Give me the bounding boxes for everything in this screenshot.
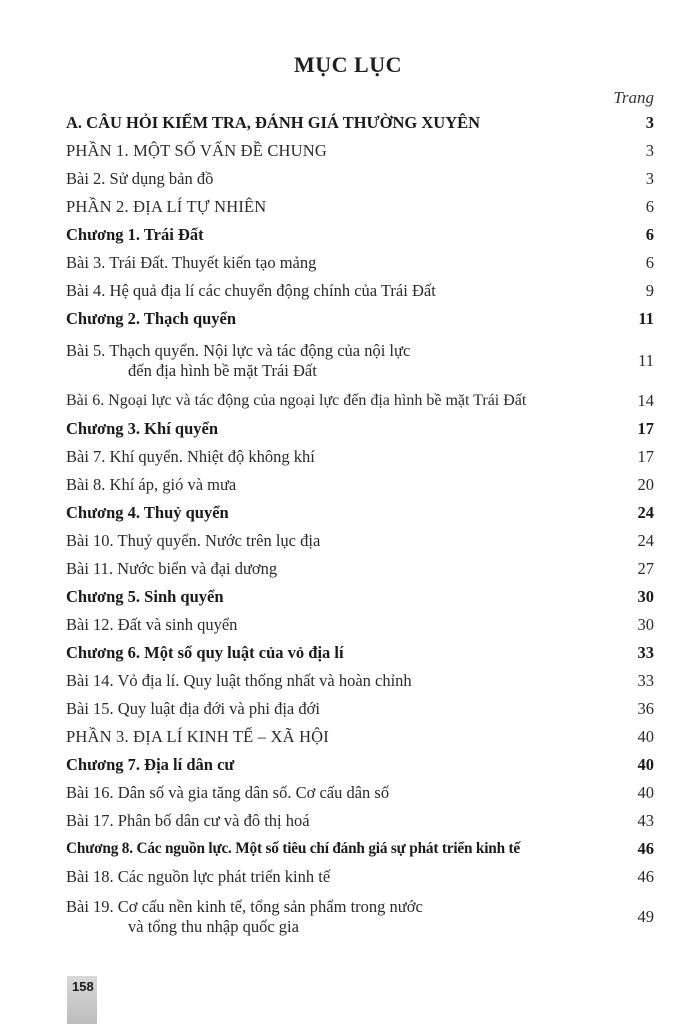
toc-entry-lesson [66,337,654,389]
toc-entry-part [66,727,654,755]
toc-entry-line-2: và tổng thu nhập quốc gia [128,917,299,936]
toc-entry-lesson [66,559,654,587]
toc-entry-page: 33 [637,643,654,662]
toc-entry-text: Bài 17. Phân bố dân cư và đô thị hoá [66,811,310,830]
toc-entry-page: 46 [637,839,654,858]
toc-entry-text: Bài 15. Quy luật địa đới và phi địa đới [66,699,320,718]
toc-entry-text: PHẦN 3. ĐỊA LÍ KINH TẾ – XÃ HỘI [66,727,329,746]
toc-entry-text: Chương 4. Thuỷ quyển [66,503,229,522]
toc-entry-page: 11 [638,309,654,328]
toc-entry-page: 46 [637,867,654,886]
toc-entry-page: 11 [638,351,654,370]
toc-entry-chapter [66,839,654,867]
toc-entry-text: Bài 8. Khí áp, gió và mưa [66,475,237,494]
toc-entry-text: Bài 4. Hệ quả địa lí các chuyển động chính của Trái Đất [66,281,436,300]
toc-entry-part [66,197,654,225]
toc-entry-text: Chương 6. Một số quy luật của vỏ địa lí [66,643,344,662]
toc-entry-chapter [66,503,654,531]
toc-entry-lesson [66,531,654,559]
toc-entry-page: 40 [637,783,654,802]
toc-entry-text: A. CÂU HỎI KIỂM TRA, ĐÁNH GIÁ THƯỜNG XUYÊN [66,113,481,132]
toc-entry-text: Chương 8. Các nguồn lực. Một số tiêu chí đánh giá sự phát triển kinh tế [66,840,521,857]
toc-entry-text: Chương 3. Khí quyển [66,419,219,438]
toc-entry-page: 3 [645,113,654,132]
toc-entry-lesson [66,895,654,945]
toc-entry-text: Bài 10. Thuỷ quyển. Nước trên lục địa [66,531,321,550]
toc-entry-lesson [66,253,654,281]
toc-entry-page: 9 [645,281,654,300]
toc-entry-chapter [66,755,654,783]
toc-entry-page: 17 [637,447,654,466]
toc-entry-lesson [66,699,654,727]
toc-entry-lesson [66,867,654,895]
toc-entry-page: 14 [637,391,654,410]
toc-entry-text: Bài 2. Sử dụng bản đồ [66,169,214,188]
toc-entry-chapter [66,309,654,337]
toc-entry-lesson [66,783,654,811]
toc-entry-chapter [66,587,654,615]
toc-entry-text: Bài 3. Trái Đất. Thuyết kiến tạo mảng [66,253,317,272]
toc-entry-text: Bài 12. Đất và sinh quyển [66,615,238,634]
table-of-contents [66,113,654,945]
toc-entry-page: 24 [637,503,654,522]
toc-entry-line-1: Bài 5. Thạch quyển. Nội lực và tác động của nội lực [66,341,411,360]
toc-entry-text: Bài 14. Vỏ địa lí. Quy luật thống nhất và hoàn chỉnh [66,671,412,690]
toc-entry-lesson [66,671,654,699]
toc-entry-lesson [66,615,654,643]
toc-entry-text: Chương 2. Thạch quyển [66,309,237,328]
toc-entry-page: 6 [645,253,654,272]
toc-entry-text [66,897,614,937]
toc-entry-text: Chương 7. Địa lí dân cư [66,755,235,774]
toc-entry-page: 6 [645,197,654,216]
toc-entry-page: 3 [645,169,654,188]
toc-entry-chapter [66,225,654,253]
toc-entry-page: 30 [637,587,654,606]
toc-entry-text: Chương 1. Trái Đất [66,225,204,244]
toc-entry-lesson [66,389,654,419]
toc-entry-text: Bài 16. Dân số và gia tăng dân số. Cơ cấu dân số [66,783,390,802]
toc-entry-line-1: Bài 19. Cơ cấu nền kinh tế, tổng sản phẩm trong nước [66,897,423,916]
toc-entry-lesson [66,447,654,475]
toc-entry-lesson [66,281,654,309]
toc-entry-lesson [66,169,654,197]
toc-entry-page: 17 [637,419,654,438]
toc-entry-part-a [66,113,654,141]
toc-entry-page: 24 [637,531,654,550]
toc-entry-page: 3 [645,141,654,160]
toc-entry-page: 27 [637,559,654,578]
toc-entry-page: 43 [637,811,654,830]
toc-entry-text: Bài 11. Nước biển và đại dương [66,559,278,578]
toc-entry-page: 40 [637,727,654,746]
page-title: MỤC LỤC [294,52,402,77]
toc-entry-text: PHẦN 1. MỘT SỐ VẤN ĐỀ CHUNG [66,141,328,160]
toc-entry-page: 30 [637,615,654,634]
toc-entry-page: 49 [637,907,654,926]
footer-page-number: 158 [72,979,94,994]
toc-entry-text: Bài 6. Ngoại lực và tác động của ngoại lực đến địa hình bề mặt Trái Đất [66,392,527,409]
toc-entry-text: Chương 5. Sinh quyển [66,587,224,606]
toc-entry-line-2: đến địa hình bề mặt Trái Đất [128,361,317,380]
page-column-label: Trang [613,88,654,107]
toc-entry-lesson [66,475,654,503]
toc-entry-chapter [66,643,654,671]
toc-entry-page: 33 [637,671,654,690]
toc-entry-page: 6 [645,225,654,244]
toc-entry-lesson [66,811,654,839]
toc-entry-page: 36 [637,699,654,718]
toc-entry-text [66,341,614,381]
toc-entry-text: PHẦN 2. ĐỊA LÍ TỰ NHIÊN [66,197,267,216]
toc-entry-page: 20 [637,475,654,494]
toc-entry-page: 40 [637,755,654,774]
toc-entry-text: Bài 7. Khí quyển. Nhiệt độ không khí [66,447,315,466]
toc-entry-part [66,141,654,169]
toc-entry-text: Bài 18. Các nguồn lực phát triển kinh tế [66,867,331,886]
toc-entry-chapter [66,419,654,447]
